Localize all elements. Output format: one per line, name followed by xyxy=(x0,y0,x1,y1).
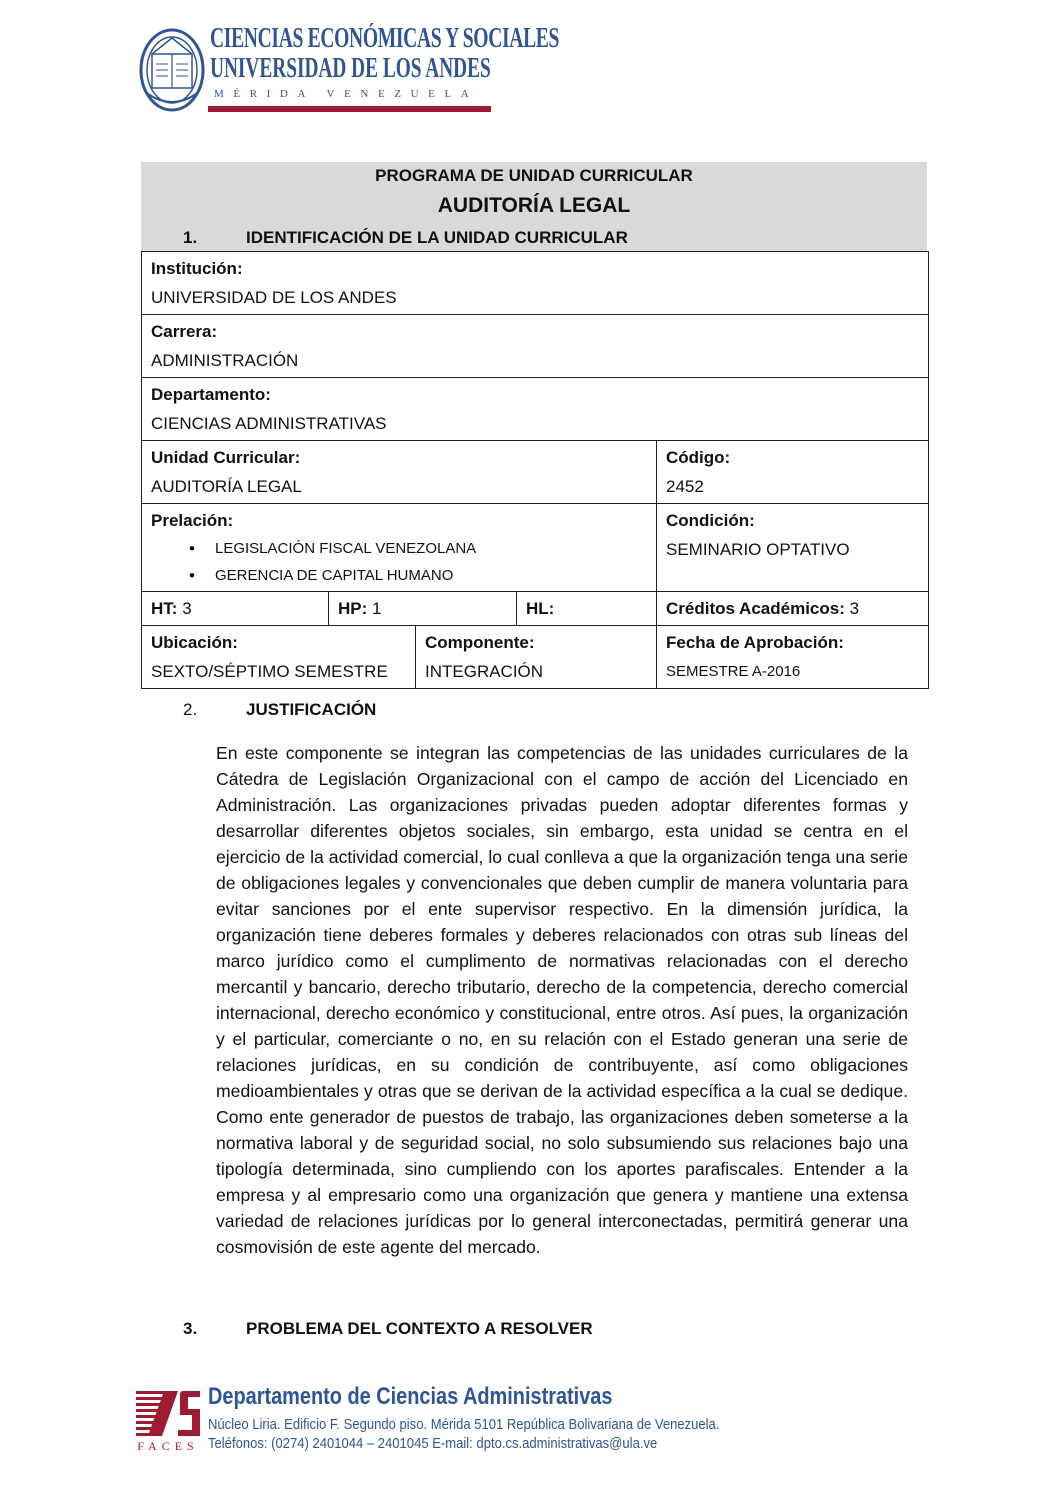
logo-university-name: UNIVERSIDAD DE LOS ANDES xyxy=(210,53,491,84)
table-row xyxy=(142,592,929,626)
carrera-cell xyxy=(142,315,929,378)
section-3-number: 3. xyxy=(183,1319,198,1338)
componente-value: INTEGRACIÓN xyxy=(425,662,544,681)
hp-value: 1 xyxy=(372,599,382,618)
departamento-label: Departamento: xyxy=(151,385,271,404)
course-title: AUDITORÍA LEGAL xyxy=(437,194,631,217)
logo-red-bar xyxy=(208,106,491,112)
institucion-label: Institución: xyxy=(151,259,243,278)
footer-department: Departamento de Ciencias Administrativas xyxy=(208,1383,613,1410)
footer-address: Núcleo Liria. Edificio F. Segundo piso. Mérida 5101 República Bolivariana de Venezuela. xyxy=(208,1416,720,1433)
creditos-label: Créditos Académicos: xyxy=(666,599,845,618)
hl-cell xyxy=(517,592,657,626)
hp-cell xyxy=(329,592,517,626)
section-1-number: 1. xyxy=(183,228,198,247)
institucion-cell xyxy=(142,252,929,315)
prelacion-list xyxy=(151,535,647,589)
carrera-label: Carrera: xyxy=(151,322,218,341)
logo-faculty-name: CIENCIAS ECONÓMICAS Y SOCIALES xyxy=(210,23,560,54)
ht-label: HT: xyxy=(151,599,178,618)
ht-value: 3 xyxy=(182,599,192,618)
creditos-value: 3 xyxy=(849,599,860,618)
condicion-label: Condición: xyxy=(666,511,755,530)
section-2-title: JUSTIFICACIÓN xyxy=(246,700,377,719)
unidad-value: AUDITORÍA LEGAL xyxy=(151,477,302,496)
ht-cell xyxy=(142,592,329,626)
table-row xyxy=(142,504,929,592)
ubicacion-label: Ubicación: xyxy=(151,633,238,652)
carrera-value: ADMINISTRACIÓN xyxy=(151,351,299,370)
faces-logo-icon xyxy=(134,1387,202,1439)
hl-label: HL: xyxy=(526,599,555,618)
program-heading: PROGRAMA DE UNIDAD CURRICULAR xyxy=(375,166,693,185)
institucion-value: UNIVERSIDAD DE LOS ANDES xyxy=(151,288,397,307)
codigo-label: Código: xyxy=(666,448,731,467)
fecha-cell xyxy=(657,626,929,689)
table-row xyxy=(142,378,929,441)
fecha-value: SEMESTRE A-2016 xyxy=(666,663,801,680)
codigo-value: 2452 xyxy=(666,477,704,496)
hp-label: HP: xyxy=(338,599,368,618)
footer-contact: Teléfonos: (0274) 2401044 – 2401045 E-mail: dpto.cs.administrativas@ula.ve xyxy=(208,1435,658,1452)
condicion-cell xyxy=(657,504,929,592)
creditos-cell xyxy=(657,592,929,626)
fecha-label: Fecha de Aprobación: xyxy=(666,633,844,652)
footer xyxy=(134,1383,734,1453)
departamento-cell xyxy=(142,378,929,441)
unidad-label: Unidad Curricular: xyxy=(151,448,301,467)
table-row xyxy=(142,441,929,504)
justification-paragraph: En este componente se integran las competencias de las unidades curriculares de la Cátedra de Legislación Organizacional con el campo de acción del Licenciado en Administración. Las organizaciones privadas pueden adoptar diferentes formas y desarrollar diferentes objetos sociales, sin embargo, esta unidad se centra en el ejercicio de la actividad comercial, lo cual conlleva a que la organización tenga una serie de obligaciones legales y convencionales que deben cumplir de manera voluntaria para evitar sanciones por el ente supervisor respectivo. En la dimensión jurídica, la organización tiene deberes formales y deberes relacionados con otras sub líneas del marco jurídico como el cumplimento de normativas relacionadas con el derecho mercantil y bancario, derecho tributario, derecho de la competencia, derecho comercial internacional, derecho económico y constitucional, entre otros. Así pues, la organización y el particular, comerciante o no, en su relación con el Estado generan una serie de relaciones jurídicas, en su condición de contribuyente, así como obligaciones medioambientales y otras que se derivan de la actividad específica a la cual se dedique. Como ente generador de puestos de trabajo, las organizaciones deben someterse a la normativa laboral y de seguridad social, no solo subsumiendo sus relaciones bajo una tipología determinada, sino cumpliendo con los aportes parafiscales. Entender a la empresa y al empresario como una organización que genera y mantiene una extensa variedad de relaciones jurídicas por lo general interconectadas, permitirá generar una cosmovisión de este agente del mercado. xyxy=(216,743,908,1257)
codigo-cell xyxy=(657,441,929,504)
title-block xyxy=(141,162,927,251)
ubicacion-value: SEXTO/SÉPTIMO SEMESTRE xyxy=(151,662,388,681)
section-3-title: PROBLEMA DEL CONTEXTO A RESOLVER xyxy=(246,1319,593,1338)
table-row xyxy=(142,626,929,689)
section-1-title: IDENTIFICACIÓN DE LA UNIDAD CURRICULAR xyxy=(246,228,628,247)
componente-cell xyxy=(416,626,657,689)
university-logo xyxy=(138,22,560,118)
table-row xyxy=(142,252,929,315)
prelacion-label: Prelación: xyxy=(151,511,234,530)
condicion-value: SEMINARIO OPTATIVO xyxy=(666,540,850,559)
departamento-value: CIENCIAS ADMINISTRATIVAS xyxy=(151,414,387,433)
logo-location: MÉRIDA VENEZUELA xyxy=(214,88,479,100)
faces-wordmark: FACES xyxy=(137,1439,199,1453)
table-row xyxy=(142,315,929,378)
list-item: • GERENCIA DE CAPITAL HUMANO xyxy=(189,562,647,589)
prelacion-cell xyxy=(142,504,657,592)
unidad-cell xyxy=(142,441,657,504)
componente-label: Componente: xyxy=(425,633,535,652)
ubicacion-cell xyxy=(142,626,416,689)
identification-table xyxy=(141,251,929,689)
list-item: • LEGISLACIÓN FISCAL VENEZOLANA xyxy=(189,535,647,562)
ula-seal-icon xyxy=(138,24,206,114)
section-2-number: 2. xyxy=(183,700,198,719)
